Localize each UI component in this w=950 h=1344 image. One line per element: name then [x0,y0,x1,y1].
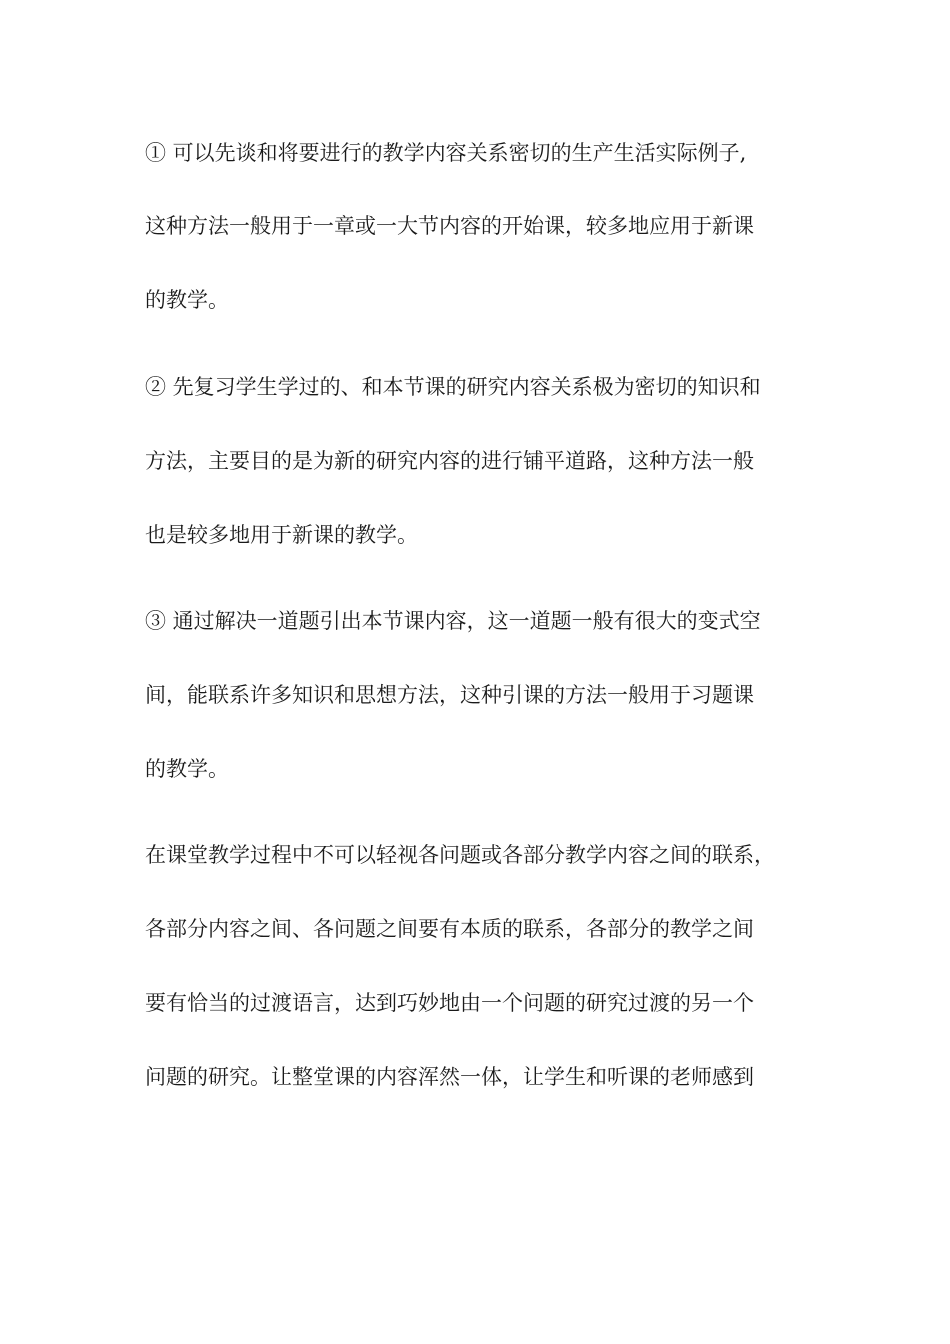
text-line: 要有恰当的过渡语言，达到巧妙地由一个问题的研究过渡的另一个 [145,991,754,1015]
text-line: 在课堂教学过程中不可以轻视各问题或各部分教学内容之间的联系， [145,843,775,867]
text-line: 问题的研究。让整堂课的内容浑然一体，让学生和听课的老师感到 [145,1065,754,1089]
text-line: 间，能联系许多知识和思想方法，这种引课的方法一般用于习题课 [145,683,754,707]
text-line: 的教学。 [145,757,229,781]
text-line: 这种方法一般用于一章或一大节内容的开始课，较多地应用于新课 [145,214,754,238]
text-line: 也是较多地用于新课的教学。 [145,523,418,547]
text-line: ③ 通过解决一道题引出本节课内容，这一道题一般有很大的变式空 [145,609,761,633]
text-line: 各部分内容之间、各问题之间要有本质的联系，各部分的教学之间 [145,917,754,941]
text-line: 方法，主要目的是为新的研究内容的进行铺平道路，这种方法一般 [145,449,754,473]
text-line: ① 可以先谈和将要进行的教学内容关系密切的生产生活实际例子, [145,141,747,165]
text-line: ② 先复习学生学过的、和本节课的研究内容关系极为密切的知识和 [145,375,761,399]
text-line: 的教学。 [145,288,229,312]
